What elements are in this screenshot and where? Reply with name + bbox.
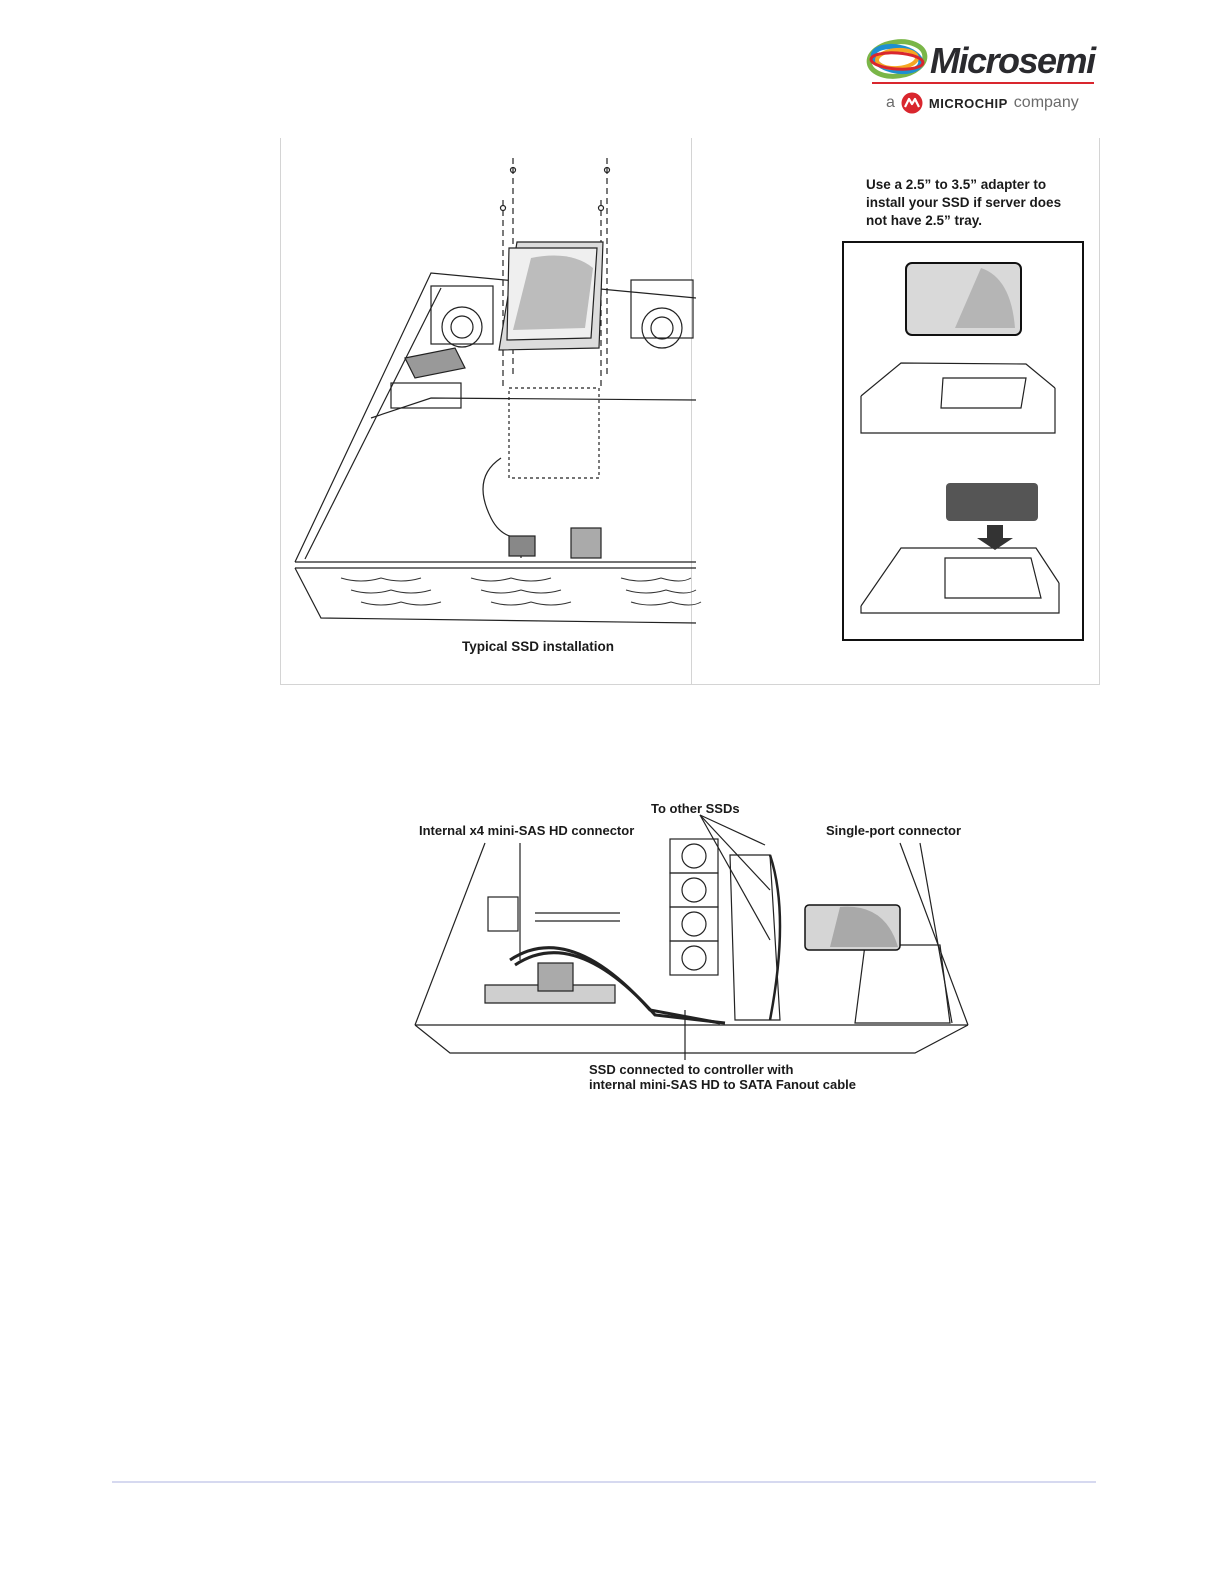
callout-sas-connector: Internal x4 mini-SAS HD connector xyxy=(419,823,635,838)
tagline-prefix: a xyxy=(886,94,895,111)
footer-divider xyxy=(112,1481,1096,1483)
ssd-installation-figure xyxy=(280,138,1100,685)
adapter-note-line: Use a 2.5” to 3.5” adapter to xyxy=(866,177,1047,192)
cabling-caption-line: SSD connected to controller with xyxy=(589,1062,794,1077)
callout-other-ssds: To other SSDs xyxy=(651,801,740,816)
logo-tagline xyxy=(886,90,1079,116)
adapter-note-line: install your SSD if server does xyxy=(866,195,1062,210)
adapter-note xyxy=(866,176,1061,230)
left-figure-caption: Typical SSD installation xyxy=(462,639,615,654)
tagline-suffix: company xyxy=(1013,94,1079,111)
callout-single-port: Single-port connector xyxy=(826,823,962,838)
cabling-caption-line: internal mini-SAS HD to SATA Fanout cable xyxy=(589,1077,856,1092)
logo-divider xyxy=(872,82,1094,84)
microsemi-logo xyxy=(866,36,1096,120)
tagline-parent: MICROCHIP xyxy=(928,95,1008,111)
cabling-caption xyxy=(589,1062,856,1092)
microsemi-rings-icon xyxy=(866,38,928,80)
microchip-icon xyxy=(901,92,923,114)
adapter-note-line: not have 2.5” tray. xyxy=(866,213,983,228)
brand-wordmark: Microsemi xyxy=(930,40,1095,81)
